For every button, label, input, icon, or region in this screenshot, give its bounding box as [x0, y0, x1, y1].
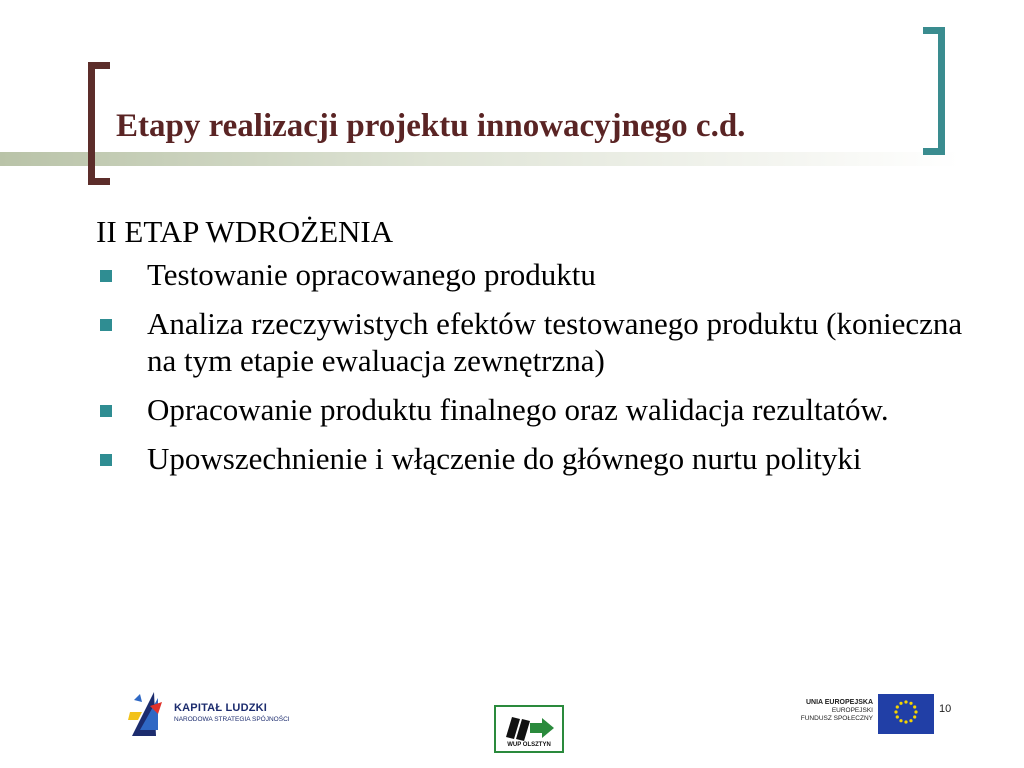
- bullet-text: Opracowanie produktu finalnego oraz walidacja rezultatów.: [147, 392, 889, 427]
- bullet-item: [96, 305, 976, 379]
- kapital-ludzki-emblem-icon: [128, 690, 172, 740]
- eu-fund-line-1: EUROPEJSKI: [831, 707, 873, 714]
- stage-heading: II ETAP WDROŻENIA: [96, 214, 394, 249]
- bullet-text: Analiza rzeczywistych efektów testowanego produktu (konieczna na tym etapie ewaluacja zewnętrzna): [147, 306, 963, 378]
- square-bullet-icon: [100, 454, 112, 466]
- kapital-ludzki-subtitle: NARODOWA STRATEGIA SPÓJNOŚCI: [174, 716, 290, 723]
- bullet-text: Testowanie opracowanego produktu: [147, 257, 596, 292]
- bullet-text: Upowszechnienie i włączenie do głównego nurtu polityki: [147, 441, 862, 476]
- wup-emblem-icon: [496, 709, 562, 743]
- bullet-item: [96, 256, 976, 293]
- slide-content: [96, 210, 976, 489]
- square-bullet-icon: [100, 270, 112, 282]
- left-bracket-decoration: [88, 62, 110, 185]
- right-bracket-decoration: [923, 27, 945, 155]
- wup-label: WUP OLSZTYN: [507, 742, 551, 748]
- bullet-list: [96, 256, 976, 477]
- bullet-item: [96, 391, 976, 428]
- square-bullet-icon: [100, 319, 112, 331]
- square-bullet-icon: [100, 405, 112, 417]
- eu-fund-label: [770, 699, 873, 723]
- eu-union-label: UNIA EUROPEJSKA: [805, 699, 873, 706]
- title-band: [0, 152, 960, 166]
- kapital-ludzki-logo: [128, 690, 308, 740]
- bullet-item: [96, 440, 976, 477]
- slide-title: Etapy realizacji projektu innowacyjnego c.d.: [116, 108, 746, 144]
- eu-flag-icon: [878, 694, 934, 734]
- wup-olsztyn-logo: [494, 705, 564, 753]
- eu-fund-line-2: FUNDUSZ SPOŁECZNY: [800, 715, 873, 722]
- kapital-ludzki-title: KAPITAŁ LUDZKI: [174, 702, 268, 714]
- page-number: 10: [939, 703, 952, 715]
